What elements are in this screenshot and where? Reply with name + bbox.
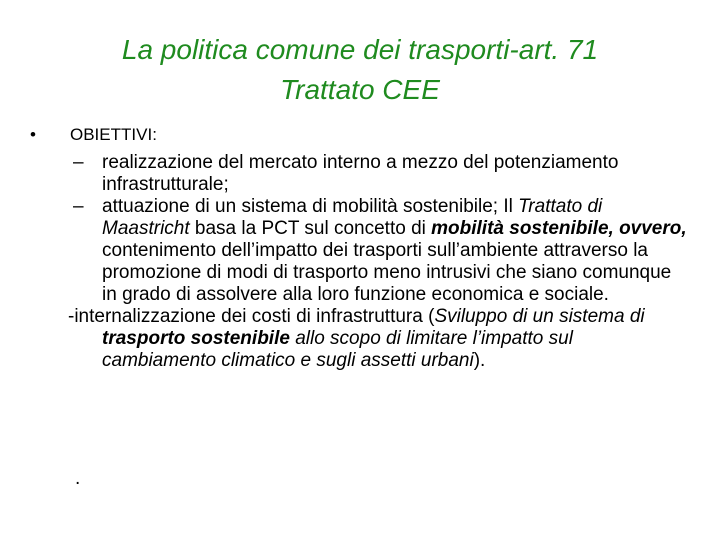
item-2-emphasis: mobilità sostenibile, ovvero, (431, 218, 687, 239)
item-2-text-e: contenimento dell’impatto dei trasporti sull’ambiente attraverso la promozione di modi di trasporto meno intrusivi che siano comunque in grado di assolvere alla loro funzione economica e sociale. (102, 240, 672, 305)
item-3-text-b: Sviluppo di un sistema di (434, 306, 645, 327)
bullet-objectives (30, 124, 157, 146)
slide-title (0, 30, 720, 110)
item-3-text-a: -internalizzazione dei costi di infrastruttura ( (68, 306, 435, 327)
item-3-emphasis: trasporto sostenibile (102, 328, 290, 349)
trailing-dot: . (75, 468, 81, 489)
bullet-label: OBIETTIVI (70, 125, 153, 144)
item-2-treaty: Trattato di Maastricht (102, 196, 603, 239)
dash-marker: – (73, 196, 84, 217)
item-2-text-a: attuazione di un sistema di mobilità sostenibile; Il (102, 196, 519, 217)
title-line-1: La politica comune dei trasporti-art. 71 (121, 34, 599, 65)
item-3-text-d: allo scopo di limitare l’impatto sul cambiamento climatico e sugli assetti urbani (102, 328, 573, 371)
title-line-2: Trattato CEE (280, 74, 440, 105)
bullet-colon: : (152, 125, 157, 144)
list-item-2 (68, 196, 688, 306)
dash-marker: – (73, 152, 84, 173)
objectives-list (68, 152, 688, 372)
item-3-text-e: ). (473, 350, 486, 371)
list-item-1 (68, 152, 688, 196)
bullet-dot-icon: • (30, 125, 36, 144)
list-item-3 (68, 306, 688, 372)
item-2-text-c: basa la PCT sul concetto di (189, 218, 432, 239)
item-1-text: realizzazione del mercato interno a mezzo del potenziamento infrastrutturale; (102, 152, 619, 195)
